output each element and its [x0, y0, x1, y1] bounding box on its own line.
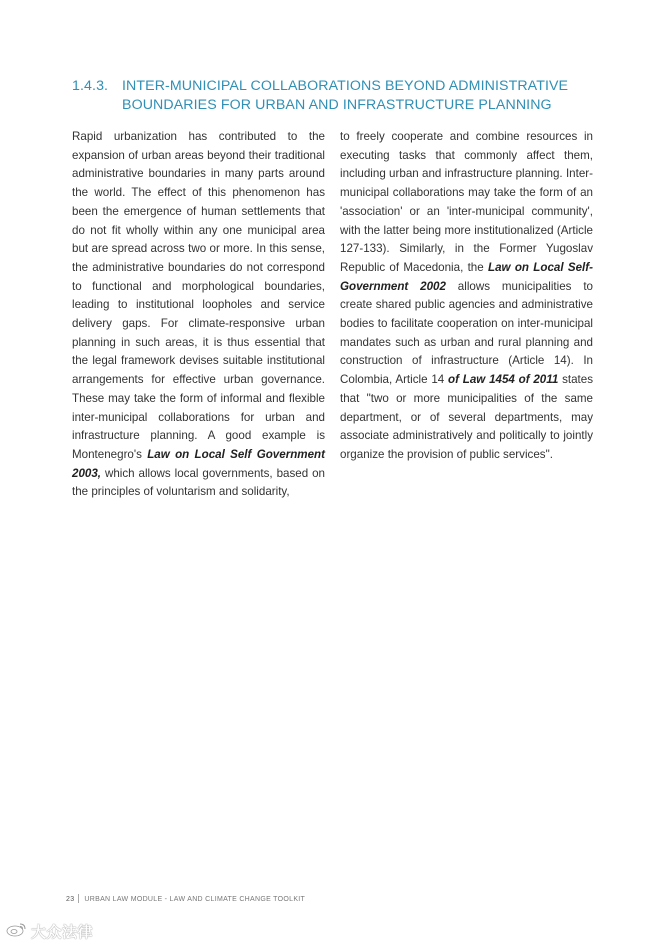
law-reference-colombia: of Law 1454 of 2011: [448, 373, 559, 387]
right-paragraph-text-3: states that "two or more municipalities of the same department, or of several departments, may associate administratively and politically to jointly organize the provision of public services".: [340, 373, 594, 461]
left-paragraph-text: Rapid urbanization has contributed to the expansion of urban areas beyond their traditional administrative boundaries in many parts around the world. The effect of this phenomenon has been the emergence of human settlements that do not fit wholly within any one municipal area but are spread across two or more. In this sense, the administrative boundaries do not correspond to functional and morphological boundaries, leading to institutional loopholes and service delivery gaps. For climate-responsive urban planning in such areas, it is thus essential that the legal framework devises suitable institutional arrangements for effective urban governance. These may take the form of informal and flexible inter-municipal collaborations for urban and infrastructure planning. A good example is Montenegro's: [72, 130, 325, 461]
page-footer: [66, 894, 305, 903]
footer-divider: [78, 894, 79, 903]
watermark: [6, 922, 93, 940]
section-title-line1: INTER-MUNICIPAL COLLABORATIONS BEYOND ADMINISTRATIVE: [122, 78, 569, 94]
page-number: 23: [66, 896, 75, 903]
right-paragraph-text-1: to freely cooperate and combine resources in executing tasks that commonly affect them, including urban and infrastructure planning. Inter-municipal collaborations may take the form of an 'association' or an 'inter-municipal community', with the latter being more institutionalized (Article 127-133). Similarly, in the Former Yugoslav Republic of Macedonia, the: [340, 130, 593, 274]
law-reference-montenegro: Law on Local Self Government 2003,: [72, 447, 325, 480]
section-number: 1.4.3.: [72, 78, 109, 94]
watermark-text: 大众法律: [31, 923, 94, 941]
section-title-line2: BOUNDARIES FOR URBAN AND INFRASTRUCTURE PLANNING: [122, 97, 552, 113]
right-column: [340, 128, 593, 465]
weibo-logo-icon: [6, 921, 28, 942]
right-paragraph-text-2: allows municipalities to create shared public agencies and administrative bodies to facilitate cooperation on inter-municipal mandates such as urban and rural planning and construction of infrastructure (Article 14). In Colombia, Article 14: [340, 279, 594, 387]
footer-title: URBAN LAW MODULE - LAW AND CLIMATE CHANGE TOOLKIT: [84, 896, 306, 903]
left-column: [72, 128, 325, 502]
law-reference-macedonia: Law on Local Self-Government 2002: [340, 260, 593, 293]
left-paragraph-end: which allows local governments, based on the principles of voluntarism and solidarity,: [72, 466, 325, 499]
